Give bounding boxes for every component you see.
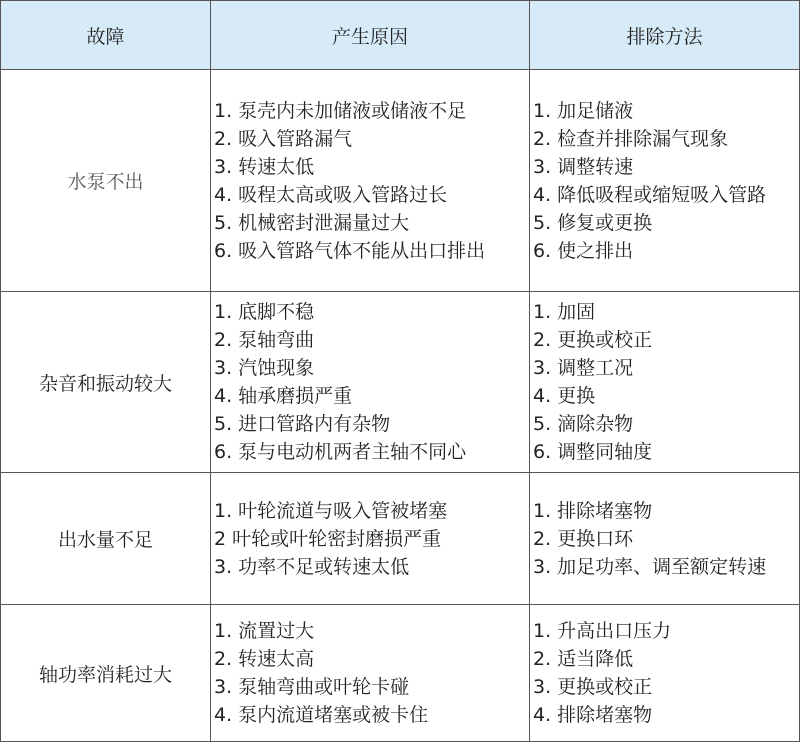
remedy-item: 3. 更换或校正	[533, 676, 653, 698]
cause-cell	[211, 473, 530, 605]
fault-cell: 水泵不出	[1, 70, 211, 292]
remedy-item: 1. 加足储液	[533, 99, 634, 122]
cause-item: 3. 泵轴弯曲或叶轮卡碰	[214, 676, 410, 698]
cause-item: 2. 吸入管路漏气	[214, 127, 353, 150]
cause-cell	[211, 292, 530, 473]
table-row	[1, 473, 800, 605]
header-row	[1, 1, 800, 70]
remedy-item: 4. 排除堵塞物	[533, 704, 653, 726]
remedy-item: 2. 更换口环	[533, 527, 634, 550]
remedy-list	[533, 497, 799, 581]
cause-list	[214, 497, 529, 581]
cause-item: 1. 底脚不稳	[214, 301, 315, 323]
remedy-cell	[530, 473, 800, 605]
cause-cell	[211, 605, 530, 742]
cause-cell	[211, 70, 530, 292]
cause-item: 6. 泵与电动机两者主轴不同心	[214, 441, 467, 463]
cause-list	[214, 97, 529, 265]
remedy-item: 6. 使之排出	[533, 239, 634, 262]
remedy-item: 3. 加足功率、调至额定转速	[533, 555, 767, 578]
remedy-cell	[530, 70, 800, 292]
cause-item: 1. 叶轮流道与吸入管被堵塞	[214, 499, 448, 522]
remedy-list	[533, 97, 799, 265]
cause-item: 4. 泵内流道堵塞或被卡住	[214, 704, 429, 726]
cause-item: 5. 进口管路内有杂物	[214, 413, 391, 435]
cause-item: 3. 汽蚀现象	[214, 357, 315, 379]
cause-item: 3. 转速太低	[214, 155, 315, 178]
cause-item: 2. 转速太高	[214, 648, 315, 670]
header-cause: 产生原因	[211, 1, 530, 70]
cause-list	[214, 617, 529, 729]
remedy-cell	[530, 605, 800, 742]
remedy-item: 4. 更换	[533, 385, 596, 407]
cause-item: 5. 机械密封泄漏量过大	[214, 211, 410, 234]
table-row	[1, 605, 800, 742]
remedy-item: 1. 排除堵塞物	[533, 499, 653, 522]
remedy-item: 6. 调整同轴度	[533, 441, 653, 463]
header-fault: 故障	[1, 1, 211, 70]
remedy-item: 2. 检查并排除漏气现象	[533, 127, 729, 150]
remedy-item: 3. 调整工况	[533, 357, 634, 379]
cause-item: 4. 吸程太高或吸入管路过长	[214, 183, 448, 206]
remedy-item: 2. 更换或校正	[533, 329, 653, 351]
remedy-list	[533, 617, 799, 729]
cause-item: 4. 轴承磨损严重	[214, 385, 353, 407]
remedy-item: 5. 滴除杂物	[533, 413, 634, 435]
cause-item: 2 叶轮或叶轮密封磨损严重	[214, 527, 442, 550]
remedy-item: 5. 修复或更换	[533, 211, 653, 234]
remedy-item: 2. 适当降低	[533, 648, 634, 670]
remedy-item: 1. 升高出口压力	[533, 620, 672, 642]
fault-cell: 轴功率消耗过大	[1, 605, 211, 742]
table-row	[1, 292, 800, 473]
table-row	[1, 70, 800, 292]
header-remedy: 排除方法	[530, 1, 800, 70]
remedy-cell	[530, 292, 800, 473]
cause-item: 6. 吸入管路气体不能从出口排出	[214, 239, 486, 262]
fault-cell: 出水量不足	[1, 473, 211, 605]
cause-item: 1. 流置过大	[214, 620, 315, 642]
fault-cell: 杂音和振动较大	[1, 292, 211, 473]
remedy-item: 3. 调整转速	[533, 155, 634, 178]
remedy-item: 1. 加固	[533, 301, 596, 323]
remedy-list	[533, 298, 799, 466]
cause-list	[214, 298, 529, 466]
cause-item: 3. 功率不足或转速太低	[214, 555, 410, 578]
cause-item: 1. 泵壳内未加储液或储液不足	[214, 99, 467, 122]
remedy-item: 4. 降低吸程或缩短吸入管路	[533, 183, 767, 206]
cause-item: 2. 泵轴弯曲	[214, 329, 315, 351]
